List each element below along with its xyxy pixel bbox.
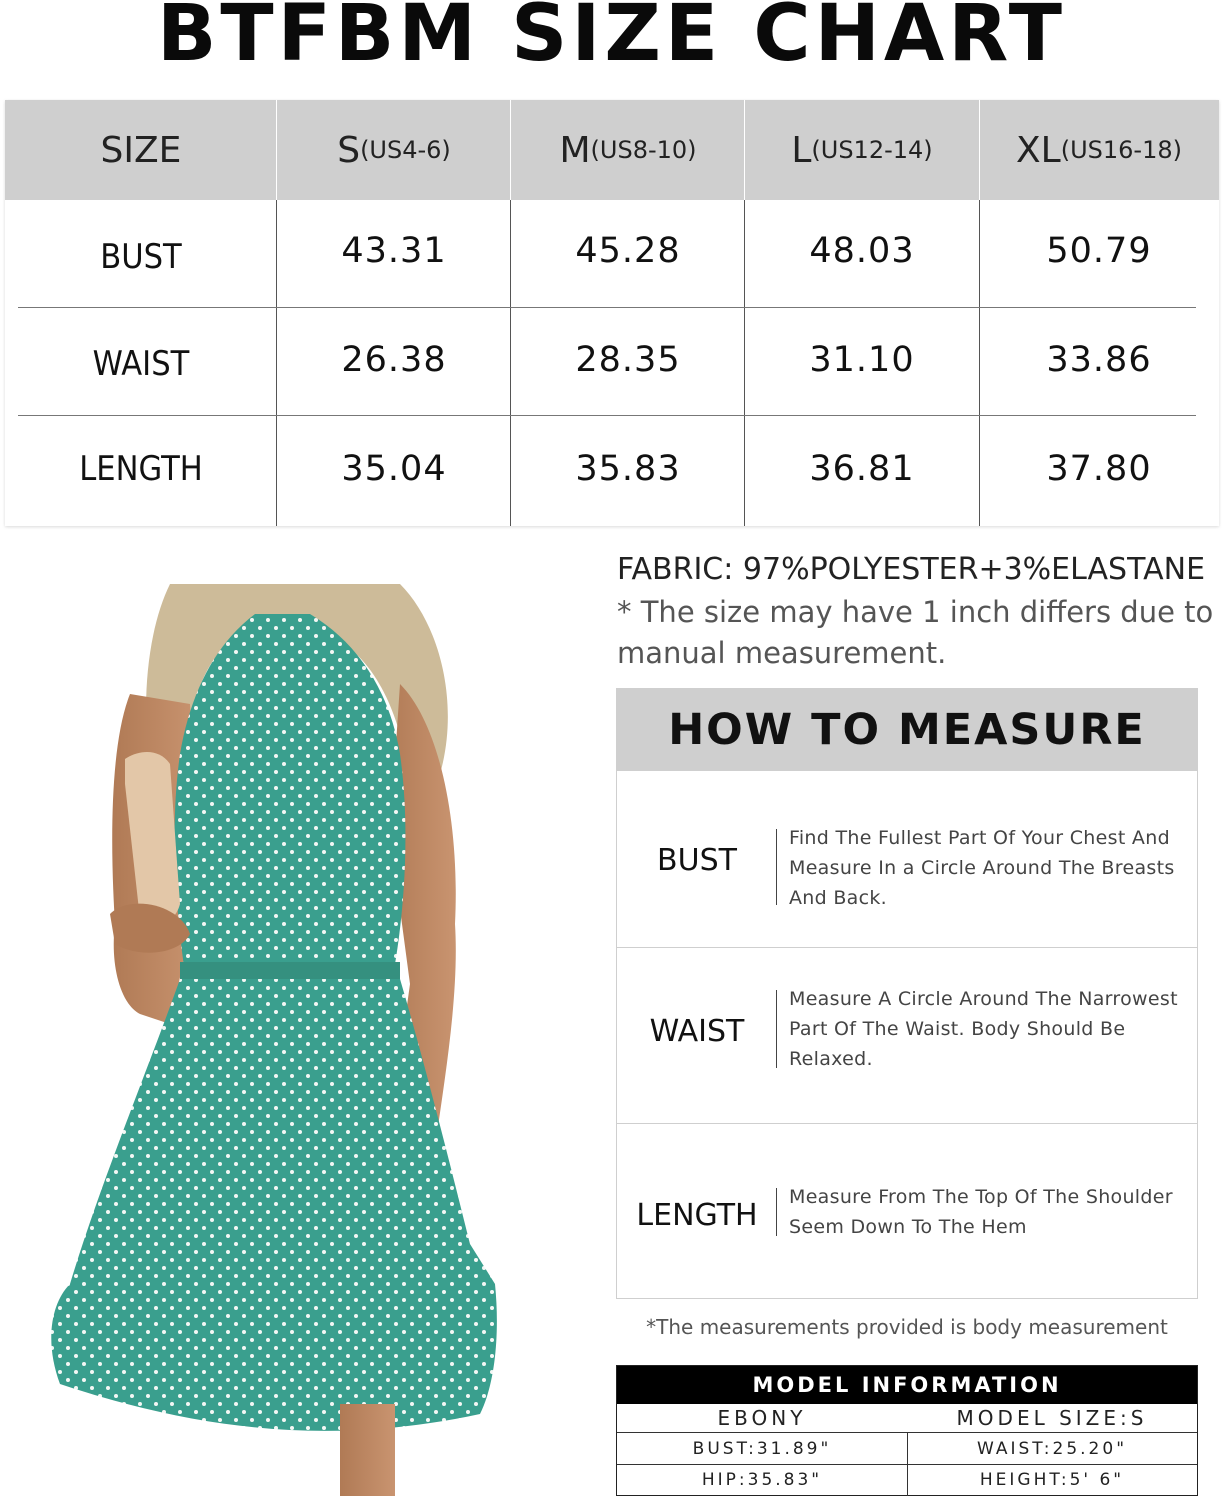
row-label-bust: BUST bbox=[100, 236, 182, 277]
model-height: HEIGHT:5' 6" bbox=[979, 1470, 1125, 1490]
table-cell: 28.35 bbox=[575, 339, 681, 380]
model-information-table bbox=[616, 1365, 1198, 1496]
size-header-label bbox=[5, 100, 277, 200]
row-label-waist: WAIST bbox=[92, 343, 190, 384]
model-waist: WAIST:25.20" bbox=[976, 1438, 1128, 1459]
size-note: * The size may have 1 inch differs due to manual measurement. bbox=[617, 595, 1214, 670]
table-cell: 36.81 bbox=[809, 449, 915, 489]
measure-label: LENGTH bbox=[636, 1198, 758, 1233]
measure-separator bbox=[776, 829, 777, 905]
model-hip: HIP:35.83" bbox=[701, 1470, 823, 1490]
size-sub: (US16-18) bbox=[1060, 136, 1182, 164]
measure-description: Find The Fullest Part Of Your Chest And Measure In a Circle Around The Breasts And Back. bbox=[789, 827, 1175, 909]
size-header-m bbox=[511, 100, 745, 200]
measure-row-length bbox=[617, 1124, 1197, 1299]
table-cell: 48.03 bbox=[809, 230, 915, 271]
measure-description: Measure A Circle Around The Narrowest Part Of The Waist. Body Should Be Relaxed. bbox=[789, 988, 1178, 1070]
measure-label: WAIST bbox=[649, 1014, 745, 1049]
size-header-s bbox=[277, 100, 511, 200]
row-label-length: LENGTH bbox=[79, 449, 203, 489]
table-cell: 37.80 bbox=[1046, 449, 1152, 489]
size-main: L bbox=[791, 129, 812, 171]
model-information-title: MODEL INFORMATION bbox=[617, 1366, 1197, 1404]
table-cell: 31.10 bbox=[809, 339, 915, 380]
measure-row-waist bbox=[617, 948, 1197, 1123]
size-sub: (US12-14) bbox=[811, 136, 933, 164]
model-size: MODEL SIZE:S bbox=[956, 1406, 1148, 1430]
table-cell: 26.38 bbox=[341, 339, 447, 380]
measure-label: BUST bbox=[657, 843, 737, 878]
table-cell: 33.86 bbox=[1046, 339, 1152, 380]
fabric-info: FABRIC: 97%POLYESTER+3%ELASTANE bbox=[617, 552, 1206, 587]
table-cell: 43.31 bbox=[341, 230, 447, 271]
model-name: EBONY bbox=[717, 1406, 807, 1430]
measure-row-bust bbox=[617, 771, 1197, 947]
measure-description: Measure From The Top Of The Shoulder Seem Down To The Hem bbox=[789, 1186, 1173, 1238]
how-to-measure-title: HOW TO MEASURE bbox=[617, 689, 1197, 771]
size-chart-table bbox=[5, 100, 1219, 526]
table-cell: 35.04 bbox=[341, 449, 447, 489]
size-sub: (US4-6) bbox=[360, 136, 451, 164]
body-measurement-note: *The measurements provided is body measurement bbox=[646, 1315, 1168, 1339]
model-bust: BUST:31.89" bbox=[692, 1438, 832, 1459]
table-cell: 45.28 bbox=[575, 230, 681, 271]
size-header-text: SIZE bbox=[100, 129, 182, 171]
measure-separator bbox=[776, 990, 777, 1068]
how-to-measure-panel bbox=[616, 688, 1198, 1299]
size-main: M bbox=[559, 129, 591, 171]
table-cell: 35.83 bbox=[575, 449, 681, 489]
dress-photo-icon bbox=[40, 584, 510, 1496]
size-header-l bbox=[745, 100, 979, 200]
size-main: XL bbox=[1016, 129, 1061, 171]
table-cell: 50.79 bbox=[1046, 230, 1152, 271]
column-divider bbox=[907, 1432, 908, 1496]
page-title: BTFBM SIZE CHART bbox=[156, 0, 1066, 79]
size-header-xl bbox=[979, 100, 1219, 200]
measure-separator bbox=[776, 1188, 777, 1236]
size-sub: (US8-10) bbox=[590, 136, 697, 164]
size-main: S bbox=[337, 129, 361, 171]
dress-photo bbox=[40, 584, 510, 1496]
